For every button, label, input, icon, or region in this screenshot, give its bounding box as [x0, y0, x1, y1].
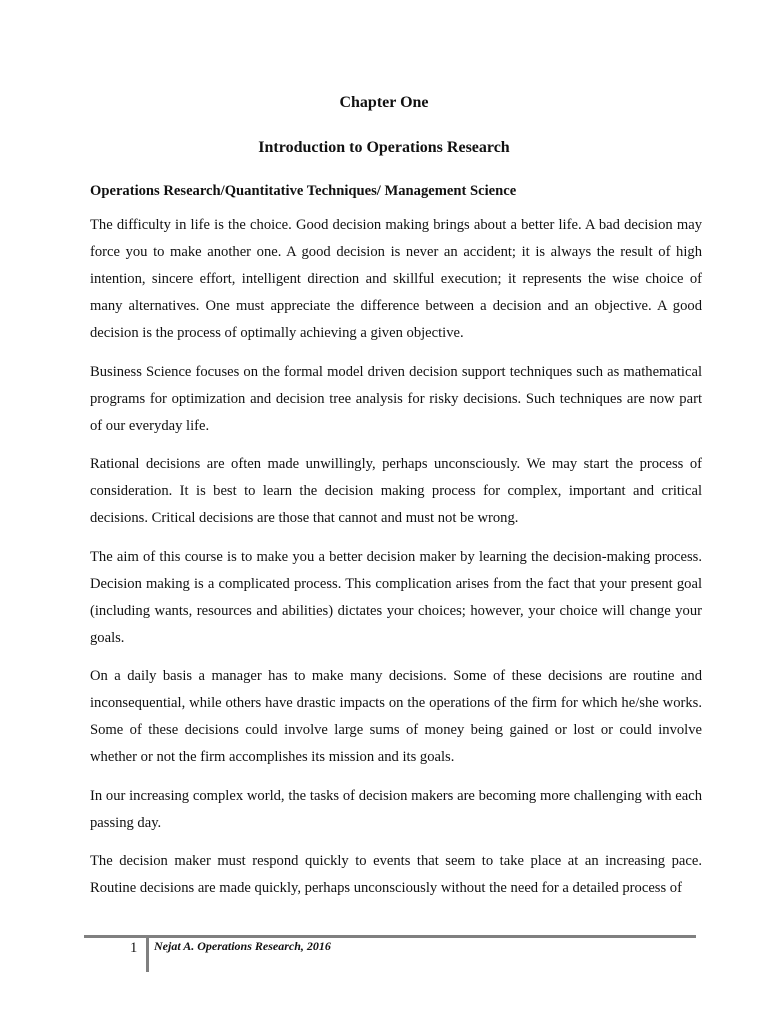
- paragraph-4: The aim of this course is to make you a better decision maker by learning the decision-making process. Decision making is a complicated process. This complication arises from the fact that your present goal (including wants, resources and abilities) dictates your choices; however, your choice will change your goals.: [90, 548, 702, 646]
- paragraph-5: On a daily basis a manager has to make many decisions. Some of these decisions are routine and inconsequential, while others have drastic impacts on the operations of the firm for which he/she works. Some of these decisions could involve large sums of money being gained or lost or could involve whether or not the firm accomplishes its mission and its goals.: [90, 668, 702, 765]
- document-body: [90, 182, 702, 914]
- footer-vertical-divider: [146, 937, 149, 972]
- paragraph-1: The difficulty in life is the choice. Good decision making brings about a better life. A bad decision may force you to make another one. A good decision is never an accident; it is always the result of high intention, sincere effort, intelligent direction and skillful execution; it represents the wise choice of many alternatives. One must appreciate the difference between a decision and an objective. A good decision is the process of optimally achieving a given objective.: [90, 217, 702, 341]
- page-number: 1: [130, 940, 138, 956]
- document-title: Introduction to Operations Research: [258, 139, 510, 156]
- paragraph-2: Business Science focuses on the formal model driven decision support techniques such as mathematical programs for optimization and decision tree analysis for risky decisions. Such techniques are now part of our everyday life.: [90, 363, 702, 434]
- footer-text: Nejat A. Operations Research, 2016: [154, 939, 331, 953]
- paragraph-3: Rational decisions are often made unwillingly, perhaps unconsciously. We may start the process of consideration. It is best to learn the decision making process for complex, important and critical decisions. Critical decisions are those that cannot and must not be wrong.: [90, 456, 702, 526]
- section-subheading: Operations Research/Quantitative Techniques/ Management Science: [90, 183, 517, 199]
- footer-divider: [84, 935, 696, 938]
- chapter-title: Chapter One: [339, 94, 429, 111]
- paragraph-6: In our increasing complex world, the tasks of decision makers are becoming more challenging with each passing day.: [90, 787, 702, 831]
- paragraph-7: The decision maker must respond quickly to events that seem to take place at an increasing pace. Routine decisions are made quickly, perhaps unconsciously without the need for a detailed process of: [90, 853, 702, 896]
